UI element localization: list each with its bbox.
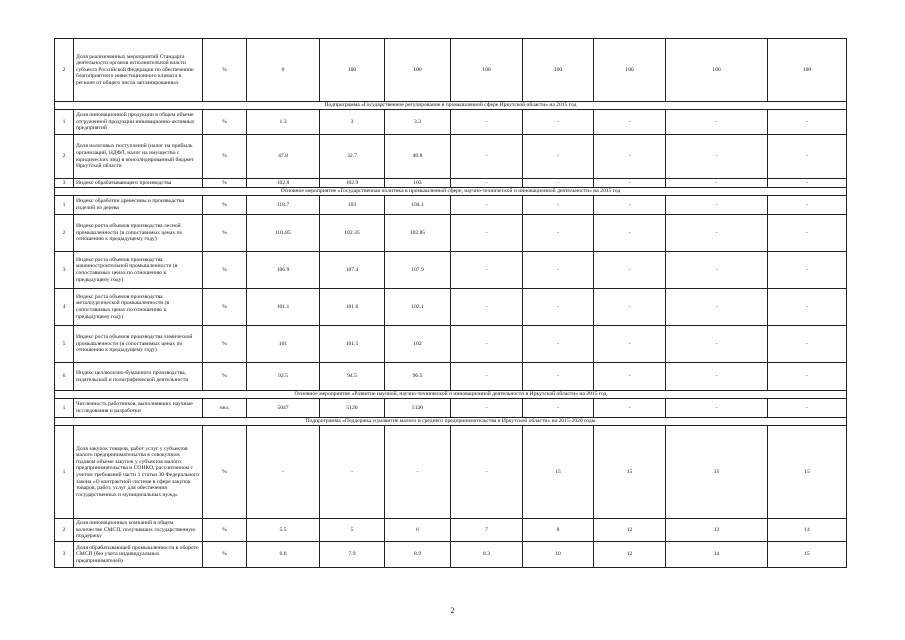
unit-cell: % <box>203 39 247 102</box>
indicator-name: Индекс роста объемов производства лесной промышленности (в сопоставимых ценах по отношению к предыдущему году) <box>74 215 203 252</box>
value-cell: 15 <box>666 426 768 519</box>
value-cell: 107.4 <box>320 252 385 289</box>
value-cell: 15 <box>768 426 847 519</box>
value-cell: 118.7 <box>247 196 320 215</box>
table-row <box>55 426 847 519</box>
value-cell: - <box>666 363 768 391</box>
value-cell: - <box>523 215 594 252</box>
value-cell: 5120 <box>320 399 385 418</box>
value-cell: 100 <box>451 39 523 102</box>
value-cell: 103 <box>385 179 451 188</box>
section-title: Подпрограмма «Государственное регулирование в промышленной сфере Иркутской области» на 2015 год <box>55 102 847 110</box>
value-cell: - <box>451 179 523 188</box>
row-number: 3 <box>55 542 74 568</box>
value-cell: - <box>523 110 594 135</box>
unit-cell: % <box>203 542 247 568</box>
indicator-name: Доля инновационных компаний в общем количестве СМСП, получивших государственную поддержку <box>74 519 203 542</box>
value-cell: 101 <box>247 326 320 363</box>
value-cell: - <box>594 179 666 188</box>
indicator-name: Доля закупок товаров, работ услуг у субъектов малого предпринимательства в совокупном годовом объеме закупок у субъектов малого предпринимательства и СОНКО, рассчитанном с учетом требований части 1 статьи 30 Федерального закона «О контрактной системе в сфере закупок товаров, работ, услуг для обеспечения государственных и муниципальных нужд» <box>74 426 203 519</box>
value-cell: - <box>768 179 847 188</box>
value-cell: 13 <box>666 519 768 542</box>
value-cell: 12 <box>594 519 666 542</box>
table-row <box>55 39 847 102</box>
value-cell: - <box>451 252 523 289</box>
value-cell: - <box>768 289 847 326</box>
row-number: 1 <box>55 110 74 135</box>
row-number: 4 <box>55 289 74 326</box>
unit-cell: % <box>203 179 247 188</box>
value-cell: 100 <box>523 39 594 102</box>
indicator-name: Численность работников, выполнявших научные исследования и разработки <box>74 399 203 418</box>
value-cell: 6.6 <box>247 542 320 568</box>
value-cell: - <box>451 289 523 326</box>
value-cell: 8.3 <box>451 542 523 568</box>
value-cell: 101.5 <box>320 326 385 363</box>
value-cell: - <box>666 326 768 363</box>
value-cell: - <box>451 215 523 252</box>
row-number: 1 <box>55 399 74 418</box>
table-row <box>55 519 847 542</box>
value-cell: 100 <box>768 39 847 102</box>
section-header-row <box>55 102 847 110</box>
value-cell: 7 <box>451 519 523 542</box>
value-cell: 102.9 <box>320 179 385 188</box>
value-cell: 3.3 <box>385 110 451 135</box>
indicator-name: Доля реализованных мероприятий Стандарта деятельности органов исполнительной власти субъекта Российской Федерации по обеспечению благоприятного инвестиционного климата в регионе от общего числа запланированных <box>74 39 203 102</box>
value-cell: - <box>320 426 385 519</box>
unit-cell: % <box>203 135 247 179</box>
value-cell: 5.5 <box>247 519 320 542</box>
value-cell: - <box>451 135 523 179</box>
value-cell: 100 <box>594 39 666 102</box>
table-row <box>55 196 847 215</box>
table-row <box>55 363 847 391</box>
unit-cell: % <box>203 519 247 542</box>
value-cell: - <box>768 363 847 391</box>
table-row <box>55 326 847 363</box>
value-cell: 102 <box>385 326 451 363</box>
value-cell: - <box>523 252 594 289</box>
table-row <box>55 135 847 179</box>
value-cell: - <box>594 363 666 391</box>
value-cell: - <box>523 289 594 326</box>
value-cell: 106.9 <box>247 252 320 289</box>
value-cell: 5120 <box>385 399 451 418</box>
value-cell: - <box>666 196 768 215</box>
value-cell: - <box>666 110 768 135</box>
section-title: Основное мероприятие «Государственная политика в промышленной сфере, научно-технической и инновационной деятельности» на 2015 год <box>55 188 847 196</box>
value-cell: 47.8 <box>247 135 320 179</box>
value-cell: - <box>666 135 768 179</box>
value-cell: 15 <box>523 426 594 519</box>
value-cell: - <box>451 426 523 519</box>
value-cell: 8 <box>523 519 594 542</box>
unit-cell: чел. <box>203 399 247 418</box>
value-cell: 7.9 <box>320 542 385 568</box>
value-cell: - <box>768 399 847 418</box>
value-cell: 0 <box>247 39 320 102</box>
value-cell: - <box>666 289 768 326</box>
page-number: 2 <box>450 606 455 615</box>
value-cell: - <box>523 363 594 391</box>
row-number: 2 <box>55 135 74 179</box>
value-cell: - <box>523 399 594 418</box>
value-cell: 5047 <box>247 399 320 418</box>
value-cell: 15 <box>768 542 847 568</box>
row-number: 1 <box>55 426 74 519</box>
value-cell: 1.3 <box>247 110 320 135</box>
unit-cell: % <box>203 215 247 252</box>
unit-cell: % <box>203 110 247 135</box>
value-cell: 101.6 <box>320 289 385 326</box>
indicator-name: Индекс целлюлозно-бумажного производства, издательской и полиграфической деятельности <box>74 363 203 391</box>
value-cell: 10 <box>523 542 594 568</box>
row-number: 2 <box>55 215 74 252</box>
table-row <box>55 215 847 252</box>
section-header-row <box>55 188 847 196</box>
value-cell: - <box>666 399 768 418</box>
value-cell: - <box>594 252 666 289</box>
value-cell: 3 <box>320 110 385 135</box>
value-cell: - <box>523 326 594 363</box>
value-cell: - <box>451 399 523 418</box>
unit-cell: % <box>203 363 247 391</box>
value-cell: - <box>594 215 666 252</box>
value-cell: - <box>768 196 847 215</box>
indicator-name: Индекс роста объемов производства машиностроительной промышленности (в сопоставимых ценах по отношению к предыдущему году) <box>74 252 203 289</box>
value-cell: 107.9 <box>385 252 451 289</box>
row-number: 1 <box>55 196 74 215</box>
indicator-name: Индекс роста объемов производства металлургической промышленности (в сопоставимых ценах по отношению к предыдущему году) <box>74 289 203 326</box>
value-cell: 8.9 <box>385 542 451 568</box>
value-cell: - <box>768 252 847 289</box>
value-cell: - <box>451 110 523 135</box>
value-cell: - <box>768 135 847 179</box>
value-cell: 102.8 <box>247 179 320 188</box>
indicator-name: Доля инновационной продукции в общем объеме отгруженной продукции инновационно-активных предприятий <box>74 110 203 135</box>
row-number: 2 <box>55 519 74 542</box>
indicator-name: Индекс обработки древесины и производства изделий из дерева <box>74 196 203 215</box>
value-cell: - <box>666 215 768 252</box>
value-cell: - <box>523 135 594 179</box>
section-title: Подпрограмма «Поддержка и развитие малого и среднего предпринимательства в Иркутской области» на 2015-2020 годы <box>55 418 847 426</box>
value-cell: 101.85 <box>247 215 320 252</box>
value-cell: - <box>594 110 666 135</box>
value-cell: - <box>768 215 847 252</box>
value-cell: - <box>451 363 523 391</box>
value-cell: - <box>666 179 768 188</box>
value-cell: 32.7 <box>320 135 385 179</box>
value-cell: 92.5 <box>247 363 320 391</box>
unit-cell: % <box>203 289 247 326</box>
value-cell: 102.1 <box>385 289 451 326</box>
table-row <box>55 542 847 568</box>
table-row <box>55 179 847 188</box>
indicator-name: Индекс обрабатывающего производства <box>74 179 203 188</box>
value-cell: - <box>451 196 523 215</box>
value-cell: 5 <box>320 519 385 542</box>
unit-cell: % <box>203 326 247 363</box>
value-cell: 6 <box>385 519 451 542</box>
row-number: 3 <box>55 179 74 188</box>
table-row <box>55 110 847 135</box>
value-cell: 102.85 <box>385 215 451 252</box>
value-cell: 102.35 <box>320 215 385 252</box>
section-header-row <box>55 418 847 426</box>
indicator-name: Индекс роста объемов производства химической промышленности (в сопоставимых ценах по отношению к предыдущему году) <box>74 326 203 363</box>
value-cell: - <box>594 289 666 326</box>
value-cell: - <box>594 326 666 363</box>
value-cell: 104.1 <box>385 196 451 215</box>
indicator-name: Доля налоговых поступлений (налог на прибыль организаций, НДФЛ, налог на имущество с юридических лиц) в консолидированный бюджет Иркутской области <box>74 135 203 179</box>
unit-cell: % <box>203 196 247 215</box>
row-number: 6 <box>55 363 74 391</box>
row-number: 3 <box>55 252 74 289</box>
value-cell: 15 <box>594 426 666 519</box>
value-cell: 96.5 <box>385 363 451 391</box>
value-cell: 100 <box>320 39 385 102</box>
value-cell: 103 <box>320 196 385 215</box>
section-header-row <box>55 391 847 399</box>
value-cell: - <box>666 252 768 289</box>
table-row <box>55 252 847 289</box>
table-row <box>55 289 847 326</box>
value-cell: - <box>451 326 523 363</box>
value-cell: - <box>768 326 847 363</box>
value-cell: - <box>385 426 451 519</box>
value-cell: - <box>247 426 320 519</box>
row-number: 5 <box>55 326 74 363</box>
value-cell: - <box>523 196 594 215</box>
value-cell: 94.5 <box>320 363 385 391</box>
value-cell: 101.1 <box>247 289 320 326</box>
table-row <box>55 399 847 418</box>
indicator-name: Доля обрабатывающей промышленности в обороте СМСП (без учета индивидуальных предпринимателей) <box>74 542 203 568</box>
row-number: 2 <box>55 39 74 102</box>
value-cell: 14 <box>666 542 768 568</box>
value-cell: 100 <box>385 39 451 102</box>
indicators-table <box>54 38 847 568</box>
value-cell: - <box>523 179 594 188</box>
value-cell: - <box>594 399 666 418</box>
value-cell: 40.8 <box>385 135 451 179</box>
unit-cell: % <box>203 252 247 289</box>
value-cell: 100 <box>666 39 768 102</box>
value-cell: 12 <box>594 542 666 568</box>
value-cell: - <box>594 135 666 179</box>
value-cell: - <box>768 110 847 135</box>
section-title: Основное мероприятие «Развитие научной, научно-технической и инновационной деятельности в Иркутской области» на 2015 год <box>55 391 847 399</box>
value-cell: 14 <box>768 519 847 542</box>
value-cell: - <box>594 196 666 215</box>
unit-cell: % <box>203 426 247 519</box>
